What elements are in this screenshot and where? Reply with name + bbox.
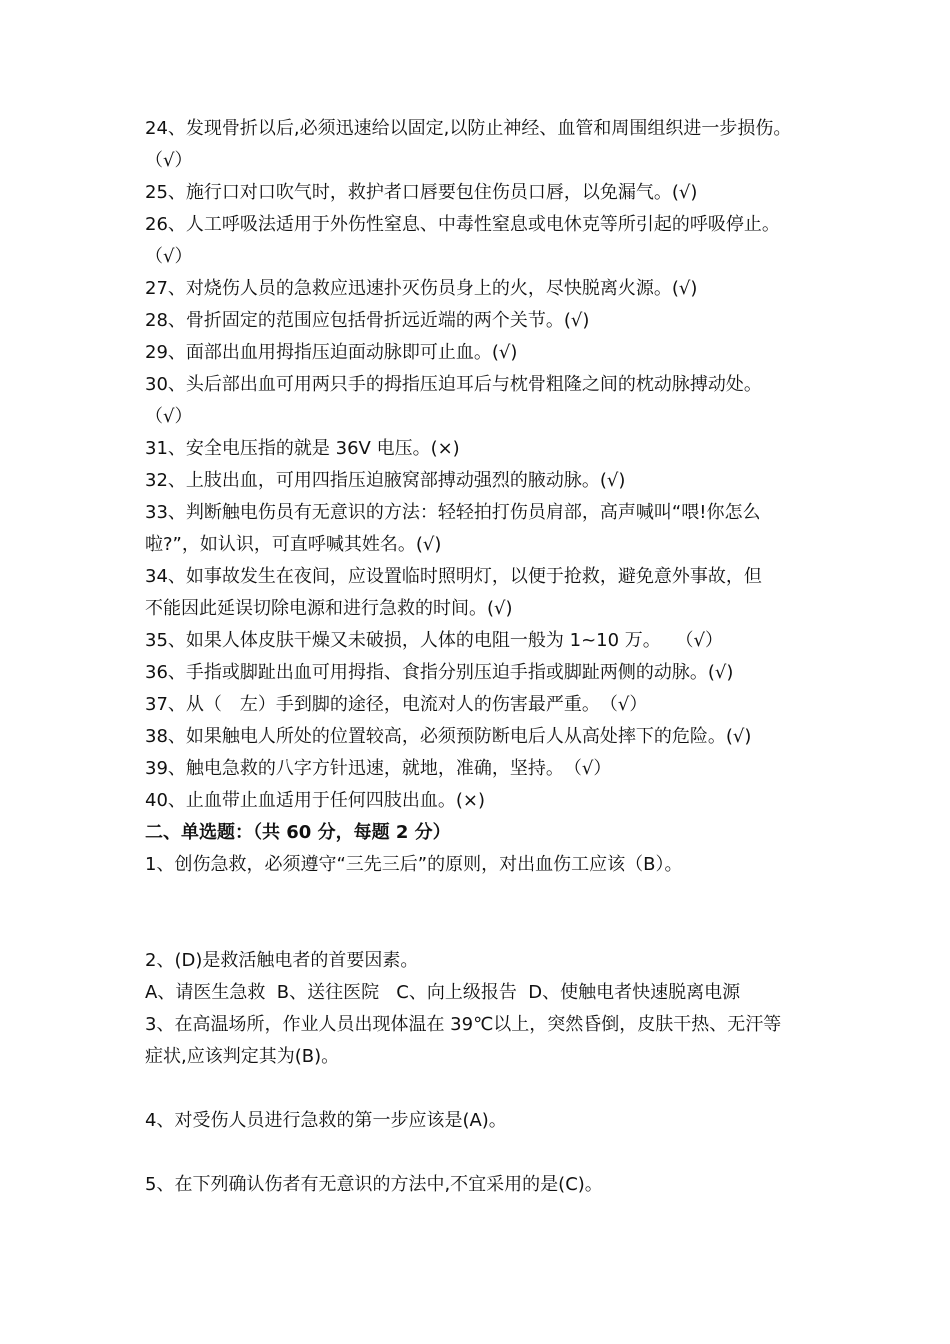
question-26-answer: （√） — [145, 246, 193, 267]
question-38: 38、如果触电人所处的位置较高，必须预防断电后人从高处摔下的危险。(√) — [145, 726, 752, 747]
question-28: 28、骨折固定的范围应包括骨折远近端的两个关节。(√) — [145, 310, 590, 331]
question-24-answer: （√） — [145, 150, 193, 171]
question-24: 24、发现骨折以后,必须迅速给以固定,以防止神经、血管和周围组织进一步损伤。 — [145, 118, 792, 139]
mc-question-4: 4、对受伤人员进行急救的第一步应该是(A)。 — [145, 1110, 507, 1131]
question-40: 40、止血带止血适用于任何四肢出血。(×) — [145, 790, 486, 811]
mc-question-5: 5、在下列确认伤者有无意识的方法中,不宜采用的是(C)。 — [145, 1174, 603, 1195]
question-35: 35、如果人体皮肤干燥又未破损，人体的电阻一般为 1~10 万。 （√） — [145, 630, 723, 651]
question-27: 27、对烧伤人员的急救应迅速扑灭伤员身上的火，尽快脱离火源。(√) — [145, 278, 698, 299]
question-26: 26、人工呼吸法适用于外伤性窒息、中毒性窒息或电休克等所引起的呼吸停止。 — [145, 214, 780, 235]
mc-question-1-options-cd — [145, 913, 815, 945]
question-34-line2: 不能因此延误切除电源和进行急救的时间。(√) — [145, 598, 513, 619]
mc-question-1-options-ab — [145, 881, 815, 913]
document-content — [145, 113, 815, 1201]
question-39: 39、触电急救的八字方针迅速，就地，准确，坚持。 （√） — [145, 758, 612, 779]
question-37: 37、从（ 左）手到脚的途径，电流对人的伤害最严重。 （√） — [145, 694, 648, 715]
mc-question-3-line2: 症状,应该判定其为(B)。 — [145, 1046, 340, 1067]
mc-question-4-options — [145, 1137, 815, 1169]
question-32: 32、上肢出血，可用四指压迫腋窝部搏动强烈的腋动脉。(√) — [145, 470, 626, 491]
mc-question-3-options — [145, 1073, 815, 1105]
question-30: 30、头后部出血可用两只手的拇指压迫耳后与枕骨粗隆之间的枕动脉搏动处。 — [145, 374, 762, 395]
question-36: 36、手指或脚趾出血可用拇指、食指分别压迫手指或脚趾两侧的动脉。(√) — [145, 662, 734, 683]
question-30-answer: （√） — [145, 406, 193, 427]
mc-question-1: 1、创伤急救，必须遵守“三先三后”的原则，对出血伤工应该（B）。 — [145, 854, 683, 875]
question-31: 31、安全电压指的就是 36V 电压。(×) — [145, 438, 460, 459]
question-33-line1: 33、判断触电伤员有无意识的方法：轻轻拍打伤员肩部，高声喊叫“喂!你怎么 — [145, 502, 761, 523]
question-25: 25、施行口对口吹气时，救护者口唇要包住伤员口唇，以免漏气。(√) — [145, 182, 698, 203]
question-33-line2: 啦?”，如认识，可直呼喊其姓名。(√) — [145, 534, 442, 555]
question-29: 29、面部出血用拇指压迫面动脉即可止血。(√) — [145, 342, 518, 363]
mc-question-3-line1: 3、在高温场所，作业人员出现体温在 39℃以上，突然昏倒，皮肤干热、无汗等 — [145, 1014, 782, 1035]
mc-question-2: 2、(D)是救活触电者的首要因素。 — [145, 950, 419, 971]
section-heading-single-choice: 二、单选题：（共 60 分，每题 2 分） — [145, 822, 451, 843]
mc-question-2-options: A、请医生急救 B、送往医院 C、向上级报告 D、使触电者快速脱离电源 — [145, 982, 741, 1003]
question-34-line1: 34、如事故发生在夜间，应设置临时照明灯，以便于抢救，避免意外事故，但 — [145, 566, 762, 587]
